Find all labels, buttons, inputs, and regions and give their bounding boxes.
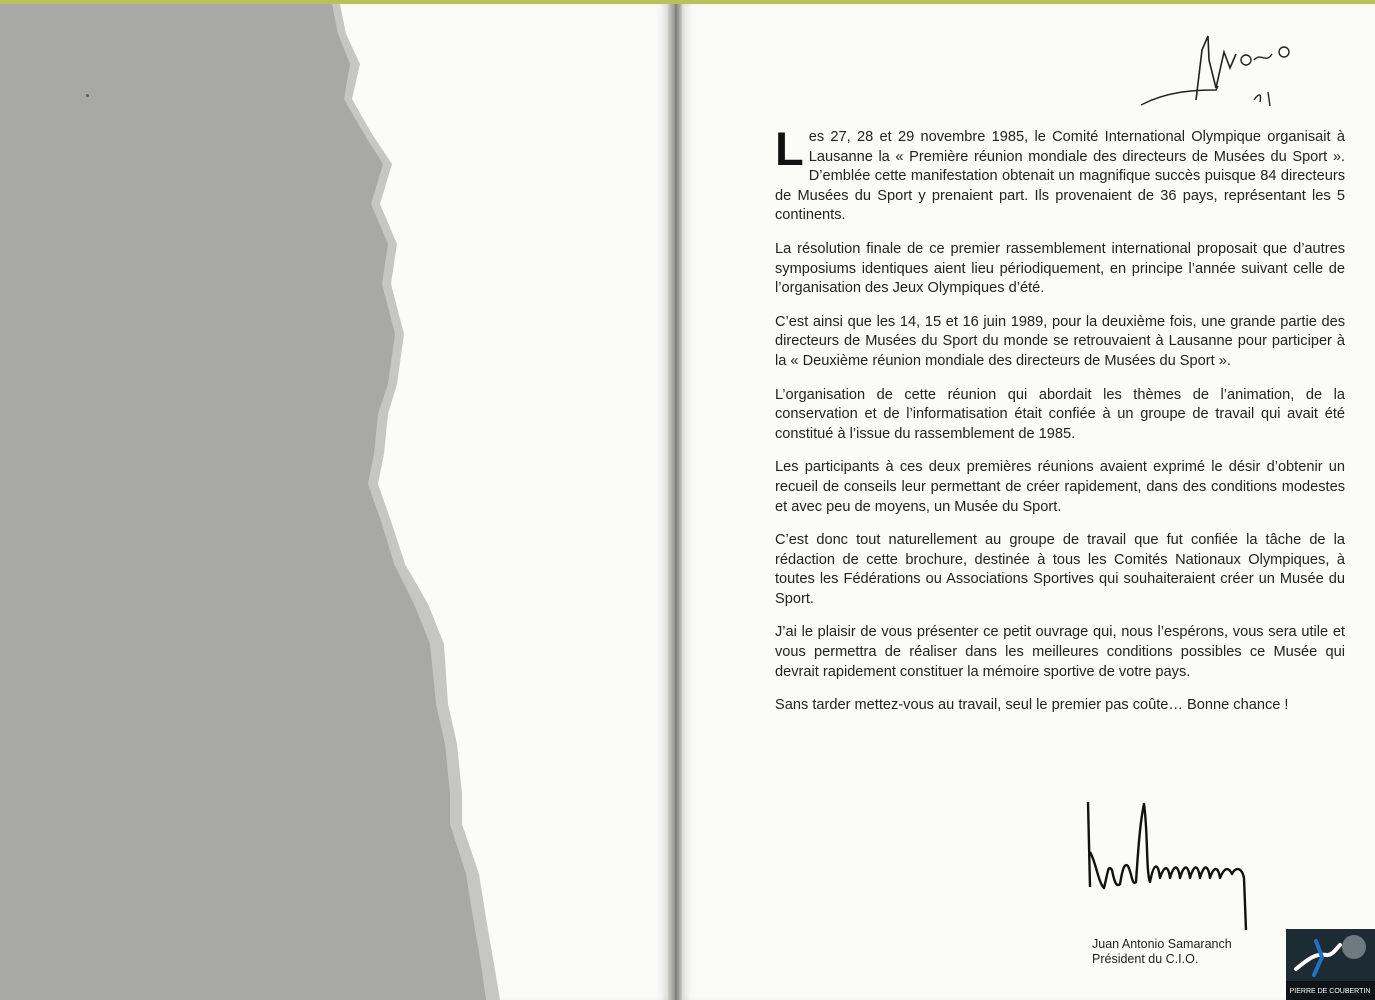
- letter-paragraph-6: C’est donc tout naturellement au groupe de travail que fut confiée la tâche de la rédaction de cette brochure, destinée à tous les Comités Nationaux Olympiques, à toutes les Fédérations ou Associations Sportives qui souhaiteraient créer un Musée du Sport.: [775, 532, 1345, 607]
- torn-paper-graphic: [0, 4, 668, 1000]
- signatory-name: Juan Antonio Samaranch: [1092, 937, 1232, 951]
- letter-paragraph-8: Sans tarder mettez-vous au travail, seul le premier pas coûte… Bonne chance !: [775, 697, 1289, 714]
- autograph-inscription: [1136, 30, 1306, 120]
- handwritten-signature: [1076, 792, 1276, 932]
- signatory-title: Président du C.I.O.: [1092, 952, 1199, 966]
- letter-paragraph-7: J’ai le plaisir de vous présenter ce petit ouvrage qui, nous l’espérons, vous sera utile et vous permettra de réaliser dans les meilleures conditions possibles ce Musée qui devrait rapidement constituer la mémoire sportive de votre pays.: [775, 624, 1345, 680]
- pierre-de-coubertin-logo: [1286, 929, 1375, 1000]
- letter-paragraph-5: Les participants à ces deux premières réunions avaient exprimé le désir d’obtenir un recueil de conseils leur permettant de créer rapidement, dans des conditions modestes et avec peu de moyens, un Musée du Sport.: [775, 459, 1345, 515]
- ink-speck: [86, 94, 89, 97]
- letter-paragraph-2: La résolution finale de ce premier rassemblement international proposait que d’autres symposiums identiques aient lieu périodiquement, en principe l’année suivant celle de l’organisation des Jeux Olympiques d’été.: [775, 240, 1345, 297]
- watermark-text: PIERRE DE COUBERTIN: [1289, 988, 1371, 995]
- letter-paragraph-3: C’est ainsi que les 14, 15 et 16 juin 1989, pour la deuxième fois, une grande partie des directeurs de Musées du Sport du monde se retrouvaient à Lausanne pour participer à la « Deuxième réunion mondiale des directeurs de Musées du Sport ».: [775, 313, 1345, 369]
- book-gutter: [668, 4, 682, 1000]
- left-page: [0, 4, 668, 1000]
- president-letter: [775, 122, 1345, 730]
- letter-paragraph-4: L’organisation de cette réunion qui abordait les thèmes de l’animation, de la conservation et de l’informatisation était confiée à un groupe de travail qui avait été constitué à l’issue du rassemblement de 1985.: [775, 386, 1345, 442]
- signatory-block: [1092, 937, 1232, 967]
- right-page: [682, 4, 1375, 1000]
- drop-cap: L: [775, 122, 804, 175]
- letter-paragraph-1: [775, 122, 1345, 226]
- paragraph-text: es 27, 28 et 29 novembre 1985, le Comité International Olympique organisait à Lausanne la « Première réunion mondiale des directeurs de Musées du Sport ». D’emblée cette manifestation obtenait un magnifique succès puisque 84 directeurs de Musées du Sport y prenaient part. Ils provenaient de 36 pays, représentant les 5 continents.: [775, 129, 1345, 224]
